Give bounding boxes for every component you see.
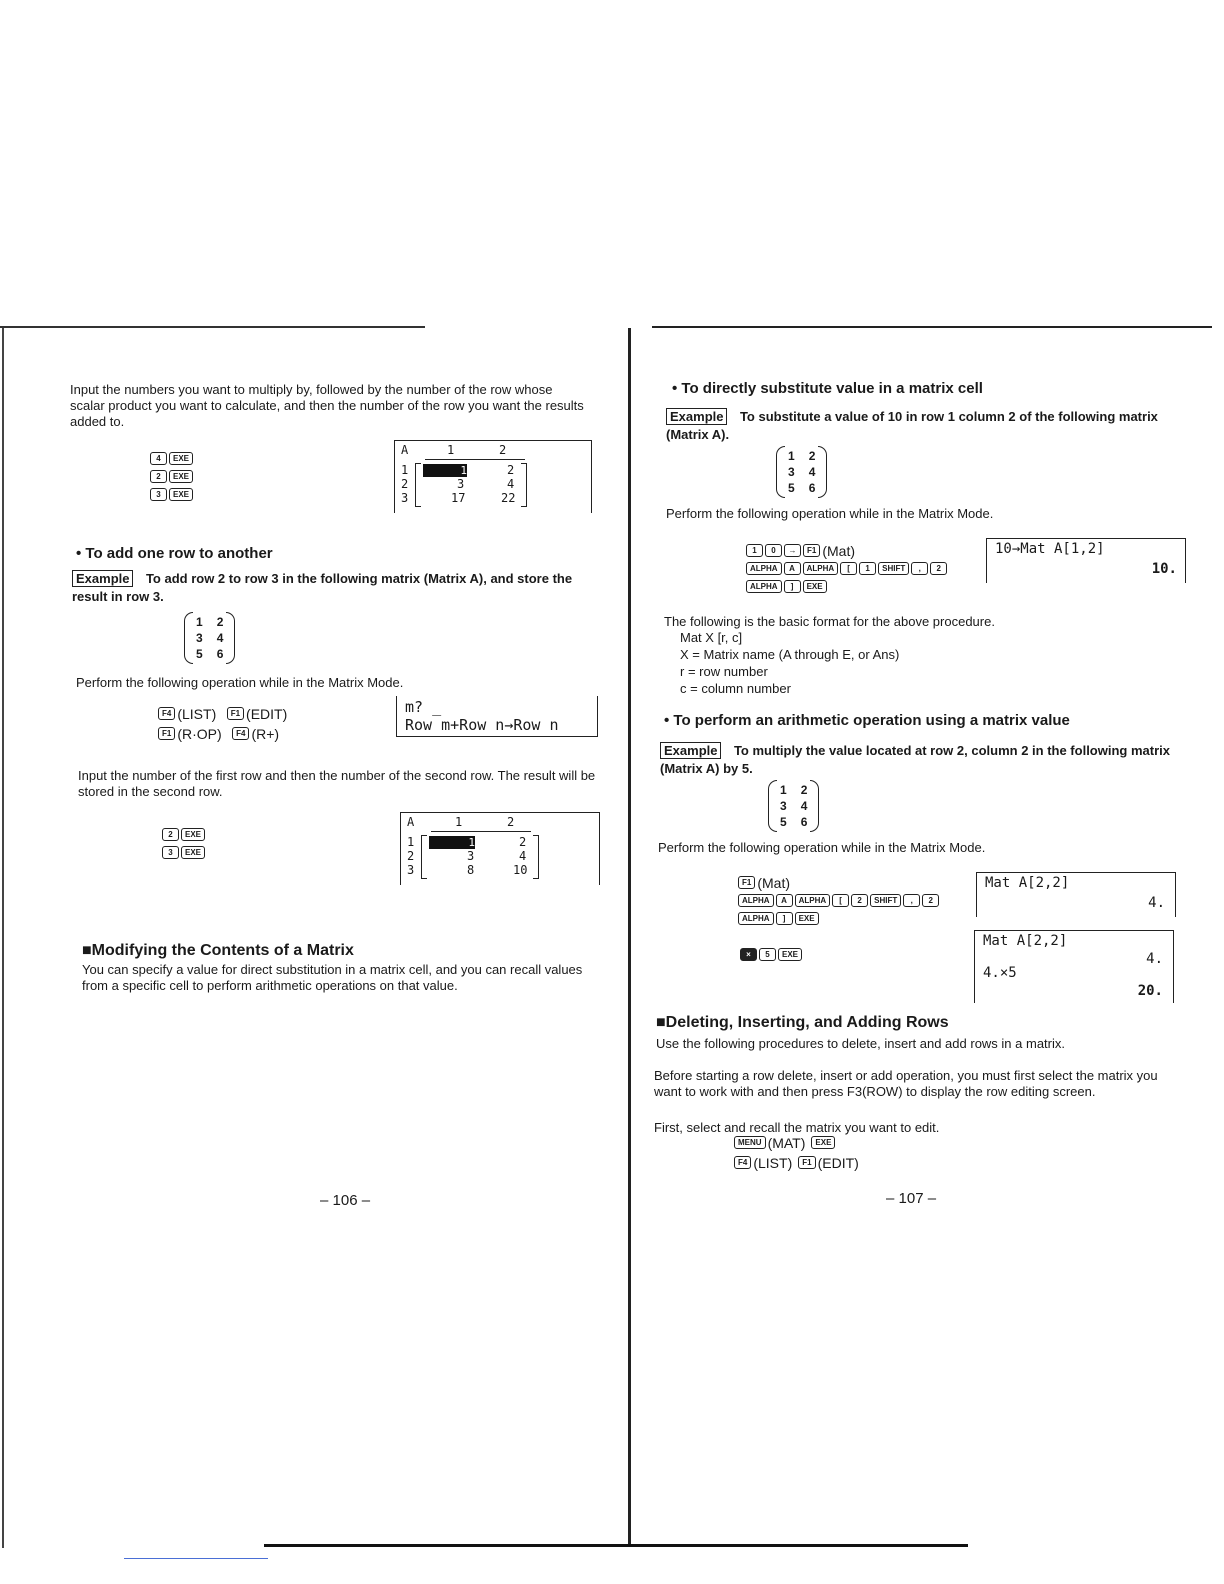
exe-key[interactable]: EXE [811,1136,835,1149]
exe-key[interactable]: EXE [795,912,819,925]
alpha-key[interactable]: ALPHA [738,894,774,907]
close-bracket-key[interactable]: ] [776,912,793,925]
page-number-106: – 106 – [320,1192,371,1209]
f1-key[interactable]: F1 [738,876,755,889]
highlighted-cell-value: 1 [468,836,475,849]
lcd-line: Row m+Row n→Row n [405,716,559,734]
left-example [72,570,597,606]
format-line: r = row number [680,664,768,679]
alpha-key[interactable]: ALPHA [738,912,774,925]
key-row [150,450,195,468]
cell-value: 8 [467,863,475,877]
matrix-header-col2: 2 [499,443,507,457]
lcd-line: 4.×5 [983,965,1017,981]
example-badge: Example [72,570,133,587]
right-matrix-1 [788,448,815,496]
five-key[interactable]: 5 [759,948,776,961]
a-key[interactable]: A [776,894,793,907]
f4-key[interactable]: F4 [734,1156,751,1169]
square-bullet-icon: ■ [656,1014,666,1031]
matrix-row: 3 4 [780,799,808,813]
left-op-keys [158,705,293,745]
matrix-row: 1 2 [788,449,816,463]
delete-section-text: Use the following procedures to delete, insert and add rows in a matrix. [656,1036,1065,1051]
row-index: 1 [407,835,415,849]
paren-left [768,780,777,832]
substitute-heading: • To directly substitute value in a matrix cell [672,380,983,397]
row-index: 2 [401,477,409,491]
lcd-line: 10→Mat A[1,2] [995,541,1105,557]
key-row [150,486,195,504]
highlighted-cell [429,836,475,849]
before-text: Before starting a row delete, insert or add operation, you must first select the matrix you want to work with and then press F3(ROW) to display the row editing screen. [654,1068,1158,1099]
paren-right [818,446,827,498]
f1-key[interactable]: F1 [158,727,175,740]
cell-value: 4 [519,849,527,863]
one-key[interactable]: 1 [746,544,763,557]
edit-label: (EDIT) [246,705,288,722]
store-arrow-key[interactable]: → [784,544,801,557]
matrix-header-a: A [401,443,409,457]
matrix-header-col1: 1 [447,443,455,457]
lcd-line: Mat A[2,2] [985,875,1070,891]
op-line [738,874,941,892]
example-text: To add row 2 to row 3 in the following matrix (Matrix A), and store the result in row 3. [72,571,573,604]
center-spine [628,328,631,1544]
right-op1-keys [746,542,949,596]
f1-key[interactable]: F1 [803,544,820,557]
lcd-screen-r2 [976,872,1176,917]
key-row [162,844,207,862]
lcd-screen-2 [396,696,598,737]
number-key[interactable]: 2 [150,470,167,483]
two-key[interactable]: 2 [930,562,947,575]
example-badge: Example [666,408,727,425]
op-line [158,705,293,725]
modify-section-title: ■Modifying the Contents of a Matrix [82,942,354,959]
exe-key[interactable]: EXE [181,828,205,841]
square-bullet-icon: ■ [82,942,92,959]
left-edge-line [2,328,4,1548]
lcd-screen-r1 [986,538,1186,583]
matrix-row: 3 4 [788,465,816,479]
comma-key[interactable]: , [911,562,928,575]
bracket-right [533,835,539,879]
matrix-row: 3 4 [196,631,224,645]
menu-key[interactable]: MENU [734,1136,766,1149]
right-perform-2: Perform the following operation while in the Matrix Mode. [658,840,986,855]
matrix-header-a: A [407,815,415,829]
shift-key[interactable]: SHIFT [870,894,901,907]
exe-key[interactable]: EXE [169,452,193,465]
cell-value: 22 [501,491,516,505]
lcd-screen-1 [394,440,592,513]
rplus-label: (R+) [251,725,280,742]
lcd-line: 4. [1148,895,1165,911]
rop-label: (R·OP) [177,725,222,742]
recall-keys [734,1134,865,1174]
op-line [734,1134,865,1154]
left-keys1 [150,450,195,504]
right-example-2 [660,742,1190,778]
right-example [666,408,1190,444]
header-underline [425,459,525,460]
one-key[interactable]: 1 [859,562,876,575]
cell-value: 4 [507,477,515,491]
f1-key[interactable]: F1 [227,707,244,720]
exe-key[interactable]: EXE [169,470,193,483]
f4-key[interactable]: F4 [232,727,249,740]
mat-label: (Mat) [822,542,856,559]
alpha-key[interactable]: ALPHA [746,580,782,593]
lcd-line: 10. [1151,561,1177,577]
footer-link-line [124,1558,268,1559]
list-label: (LIST) [753,1154,793,1171]
paren-left [184,612,193,664]
op-line [158,725,293,745]
exe-key[interactable]: EXE [778,948,802,961]
comma-key[interactable]: , [903,894,920,907]
number-key[interactable]: 4 [150,452,167,465]
mat-mode-label: (MAT) [767,1134,806,1151]
f1-key[interactable]: F1 [798,1156,815,1169]
format-intro: The following is the basic format for the above procedure. [664,614,995,629]
top-rule-left [0,326,425,328]
right-matrix-2 [780,782,807,830]
left-input-text: Input the number of the first row and then the number of the second row. The result will be stored in the second row. [78,768,596,799]
op-line [746,542,949,560]
f4-key[interactable]: F4 [158,707,175,720]
two-key[interactable]: 2 [922,894,939,907]
format-line: X = Matrix name (A through E, or Ans) [680,647,900,662]
lcd-screen-r3 [974,930,1174,1003]
op-line [738,910,941,928]
top-rule-right [652,326,1212,328]
lcd-line: 20. [1137,983,1163,999]
paren-right [226,612,235,664]
cell-value: 2 [519,835,527,849]
highlighted-cell-value: 1 [460,464,467,477]
example-text: To substitute a value of 10 in row 1 column 2 of the following matrix (Matrix A). [666,409,1158,442]
right-op3-keys [740,946,804,964]
matrix-header-col1: 1 [455,815,463,829]
bracket-left [415,463,421,507]
edit-label: (EDIT) [817,1154,859,1171]
left-perform: Perform the following operation while in the Matrix Mode. [76,675,404,690]
zero-key[interactable]: 0 [765,544,782,557]
modify-section-text: You can specify a value for direct substitution in a matrix cell, and you can recall values from a specific cell to perform arithmetic operations on that value. [82,962,583,993]
example-badge: Example [660,742,721,759]
exe-key[interactable]: EXE [181,846,205,859]
lcd-line: 4. [1146,951,1163,967]
row-index: 3 [407,863,415,877]
cell-value: 10 [513,863,528,877]
matrix-row: 5 6 [788,481,816,495]
paren-right [810,780,819,832]
alpha-key[interactable]: ALPHA [803,562,839,575]
right-perform: Perform the following operation while in the Matrix Mode. [666,506,994,521]
a-key[interactable]: A [784,562,801,575]
key-row [150,468,195,486]
bracket-key[interactable]: [ [840,562,857,575]
format-line: c = column number [680,681,791,696]
op-line [746,560,949,578]
matrix-header-col2: 2 [507,815,515,829]
cell-value: 17 [451,491,466,505]
right-op2-keys [738,874,941,928]
lcd-line: m? _ [405,698,442,716]
two-key[interactable]: 2 [851,894,868,907]
page-number-107: – 107 – [886,1190,937,1207]
op-line [738,892,941,910]
bottom-rule [264,1544,968,1547]
list-label: (LIST) [177,705,217,722]
lcd-screen-3 [400,812,600,885]
add-row-heading: • To add one row to another [76,545,273,562]
row-index: 1 [401,463,409,477]
format-line: Mat X [r, c] [680,630,743,645]
number-key[interactable]: 2 [162,828,179,841]
cell-value: 3 [457,477,465,491]
bracket-left [421,835,427,879]
cell-value: 2 [507,463,515,477]
key-row [162,826,207,844]
matrix-row: 5 6 [780,815,808,829]
bracket-right [521,463,527,507]
matrix-row: 1 2 [780,783,808,797]
row-index: 3 [401,491,409,505]
lcd-line: Mat A[2,2] [983,933,1068,949]
highlighted-cell [423,464,467,477]
op-line [734,1154,865,1174]
left-intro: Input the numbers you want to multiply by, followed by the number of the row whose scalar product you want to calculate, and then the number of the row you want the results added to. [70,382,584,429]
paren-left [776,446,785,498]
matrix-row: 1 2 [196,615,224,629]
number-key[interactable]: 3 [150,488,167,501]
number-key[interactable]: 3 [162,846,179,859]
format-list [680,630,899,698]
exe-key[interactable]: EXE [803,580,827,593]
alpha-key[interactable]: ALPHA [795,894,831,907]
left-matrix [196,614,223,662]
close-bracket-key[interactable]: ] [784,580,801,593]
first-text: First, select and recall the matrix you want to edit. [654,1120,940,1135]
row-index: 2 [407,849,415,863]
shift-key[interactable]: SHIFT [878,562,909,575]
left-keys2 [162,826,207,862]
matrix-row: 5 6 [196,647,224,661]
op-line [746,578,949,596]
cell-value: 3 [467,849,475,863]
multiply-key[interactable]: × [740,948,757,961]
bracket-key[interactable]: [ [832,894,849,907]
delete-section-title: ■Deleting, Inserting, and Adding Rows [656,1014,949,1031]
header-underline [431,831,531,832]
mat-label: (Mat) [757,874,791,891]
exe-key[interactable]: EXE [169,488,193,501]
alpha-key[interactable]: ALPHA [746,562,782,575]
arith-heading: • To perform an arithmetic operation using a matrix value [664,712,1070,729]
example-text: To multiply the value located at row 2, column 2 in the following matrix (Matrix A) by 5. [660,743,1170,776]
